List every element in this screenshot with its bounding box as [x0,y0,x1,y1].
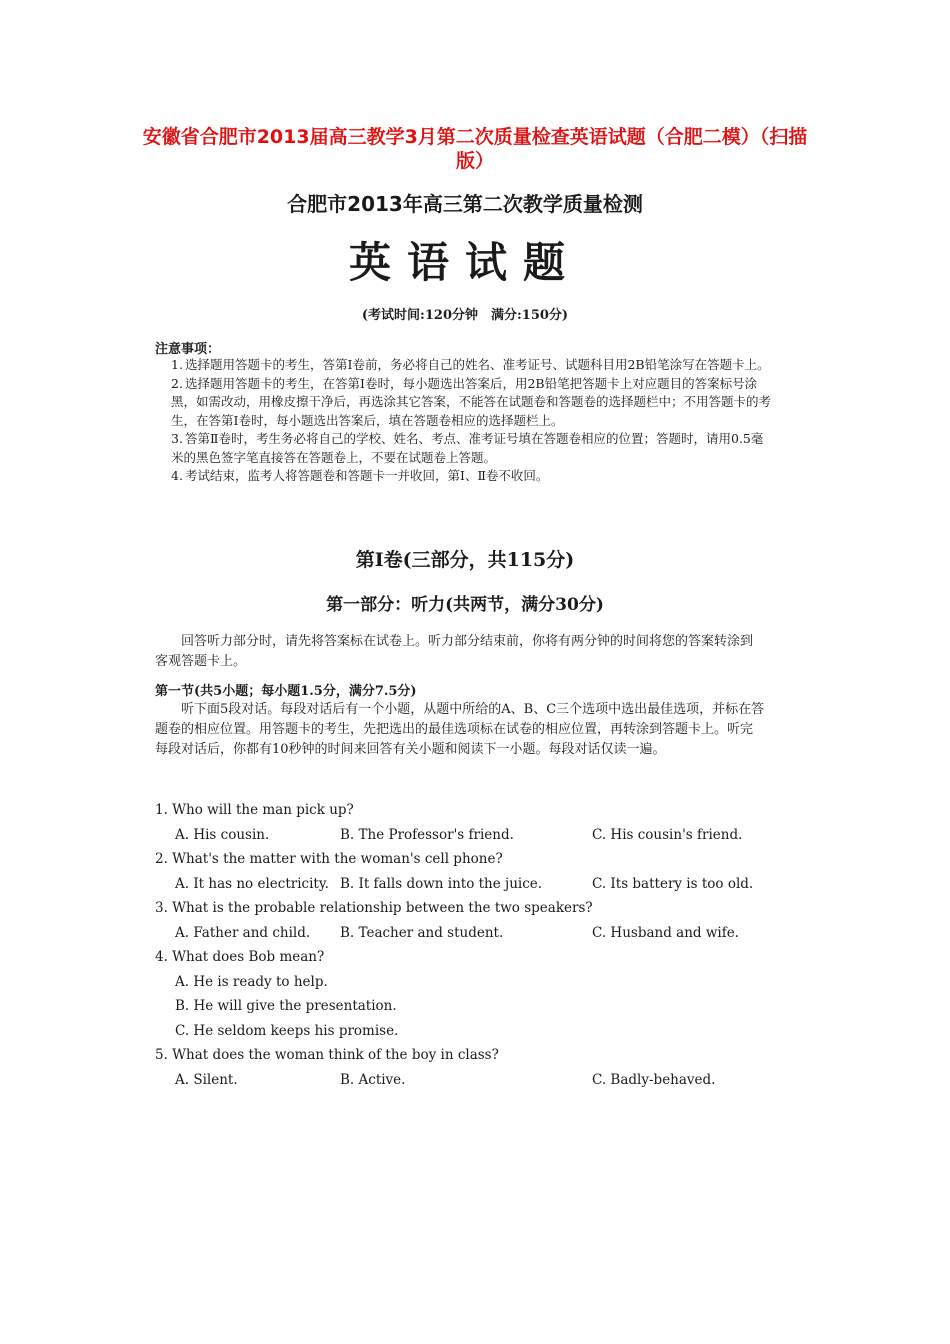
option-a: A. Father and child. [175,924,311,941]
question-option-row [155,970,775,995]
question-options [155,872,775,897]
question-text: 5. What does the woman think of the boy in class? [155,1047,499,1063]
notice-item-number: 1. [171,357,183,372]
scanned-exam-page [145,180,785,1100]
notice-item [171,430,771,467]
part-title: 第Ⅰ卷(三部分，共115分) [355,549,575,571]
notice-item-text: 选择题用答题卡的考生，答第Ⅰ卷前，务必将自己的姓名、准考证号、试题科目用2B铅笔涂写在答题卡上。 [185,357,770,372]
question-text: 4. What does Bob mean? [155,949,325,965]
notice-list [171,356,771,486]
exam-subject: 英语试题 [348,238,581,287]
option-a: A. Silent. [175,1071,238,1088]
notice-item-text: 考试结束，监考人将答题卷和答题卡一并收回，第Ⅰ、Ⅱ卷不收回。 [185,468,549,483]
question-stem [155,945,775,970]
question-list [155,798,775,1092]
question-text: 2. What's the matter with the woman's cell phone? [155,851,503,867]
notice-item-number: 2. [171,375,183,391]
notice-item-number: 3. [171,431,183,446]
question-options [155,1068,775,1093]
notice-item-text: 选择题用答题卡的考生，在答第Ⅰ卷时，每小题选出答案后，用2B铅笔把答题卡上对应题目的答案标号涂黑，如需改动，用橡皮擦干净后，再选涂其它答案，不能答在试题卷和答题卷的选择题栏中；不用答题卡的考生，在答第Ⅰ卷时，每小题选出答案后，填在答题卷相应的选择题栏上。 [171,375,772,428]
document-title: 安徽省合肥市2013届高三教学3月第二次质量检查英语试题（合肥二模）（扫描版） [142,126,808,172]
option-b: B. Teacher and student. [340,924,504,941]
intro-paragraph: 回答听力部分时，请先将答案标在试卷上。听力部分结束前，你将有两分钟的时间将您的答案转涂到客观答题卡上。 [155,634,754,669]
section-title: 第一部分：听力(共两节，满分30分) [326,595,604,615]
option-a: A. He is ready to help. [175,973,328,990]
notice-item [171,375,771,431]
option-c: C. Badly-behaved. [592,1071,716,1088]
notice-title: 注意事项： [155,342,221,357]
option-b: B. It falls down into the juice. [340,875,543,892]
notice-item-text: 答第Ⅱ卷时，考生务必将自己的学校、姓名、考点、准考证号填在答题卷相应的位置；答题时，请用0.5毫米的黑色签字笔直接答在答题卷上，不要在试题卷上答题。 [171,431,764,465]
exam-header: 合肥市2013年高三第二次教学质量检测 [287,192,643,216]
option-a: A. It has no electricity. [175,875,329,892]
exam-time-info: (考试时间:120分钟 满分:150分) [361,308,569,323]
option-b: B. He will give the presentation. [175,998,397,1014]
question-options [155,921,775,946]
option-c: C. Husband and wife. [592,924,739,941]
notice-item [171,356,771,375]
notice-item [171,467,771,486]
option-b: B. Active. [340,1071,406,1088]
question-options [155,823,775,848]
question-text: 3. What is the probable relationship between the two speakers? [155,900,593,916]
option-c: C. His cousin's friend. [592,826,743,843]
question-text: 1. Who will the man pick up? [155,802,354,818]
question-stem [155,847,775,872]
question-stem [155,798,775,823]
notice-item-number: 4. [171,468,183,483]
question-option-row [155,994,775,1019]
instructions-paragraph: 听下面5段对话。每段对话后有一个小题，从题中所给的A、B、C三个选项中选出最佳选项，并标在答题卷的相应位置。用答题卡的考生，先把选出的最佳选项标在试卷的相应位置，再转涂到答题卡上。听完每段对话后，你都有10秒钟的时间来回答有关小题和阅读下一小题。每段对话仅读一遍。 [155,702,765,757]
question-option-row [155,1019,775,1044]
option-a: A. His cousin. [175,826,270,843]
question-stem [155,1043,775,1068]
option-b: B. The Professor's friend. [340,826,514,843]
option-c: C. He seldom keeps his promise. [175,1022,399,1039]
question-stem [155,896,775,921]
option-c: C. Its battery is too old. [592,875,754,892]
subsection-title: 第一节(共5小题；每小题1.5分，满分7.5分) [155,684,417,699]
